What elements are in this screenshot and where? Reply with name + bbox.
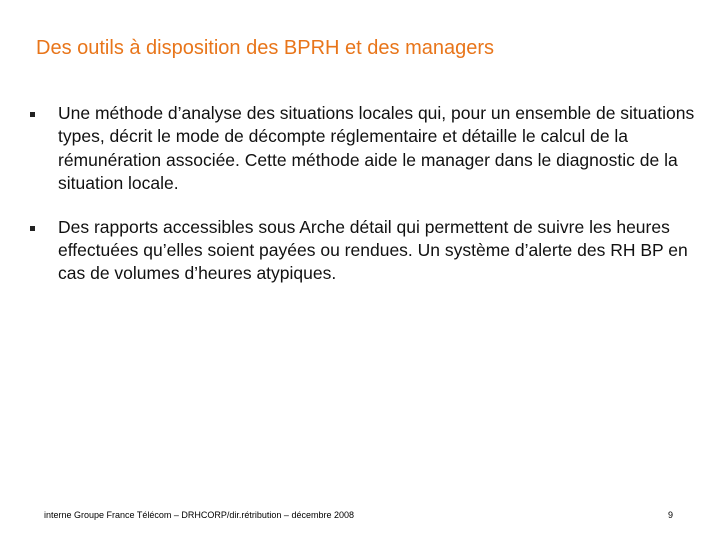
slide-title: Des outils à disposition des BPRH et des managers xyxy=(36,37,495,59)
footer-text: interne Groupe France Télécom – DRHCORP/dir.rétribution – décembre 2008 xyxy=(44,510,354,520)
page-number: 9 xyxy=(668,510,674,520)
bullet-text: Des rapports accessibles sous Arche détail qui permettent de suivre les heures effectuées qu’elles soient payées ou rendues. Un système d’alerte des RH BP en cas de volumes d’heures atypiques. xyxy=(58,216,688,284)
square-bullet-icon xyxy=(30,226,35,231)
bullet-item-rapports xyxy=(30,216,710,286)
square-bullet-icon xyxy=(30,112,35,117)
bullet-list xyxy=(30,102,710,306)
bullet-text: Une méthode d’analyse des situations locales qui, pour un ensemble de situations types, décrit le mode de décompte réglementaire et détaille le calcul de la rémunération associée. Cette méthode aide le manager dans le diagnostic de la situation locale. xyxy=(58,103,695,194)
bullet-item-methode xyxy=(30,102,710,196)
